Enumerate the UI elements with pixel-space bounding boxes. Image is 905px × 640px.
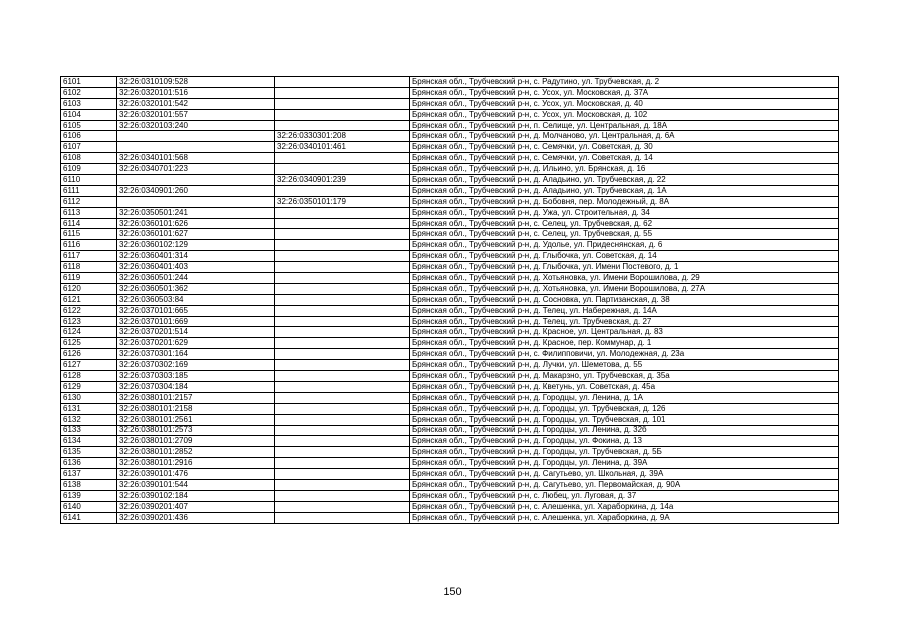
- address-cell: Брянская обл., Трубчевский р-н, с. Филипповичи, ул. Молодежная, д. 23а: [410, 349, 839, 360]
- row-number-cell: 6137: [61, 469, 117, 480]
- table-row: [61, 196, 839, 207]
- cadastral-number-cell: [117, 196, 275, 207]
- cadastral-number-alt-cell: [275, 273, 410, 284]
- cadastral-number-cell: 32:26:0340101:568: [117, 153, 275, 164]
- row-number-cell: 6116: [61, 240, 117, 251]
- row-number-cell: 6141: [61, 512, 117, 523]
- address-cell: Брянская обл., Трубчевский р-н, д. Ужа, ул. Строительная, д. 34: [410, 207, 839, 218]
- cadastral-number-cell: 32:26:0380101:2916: [117, 458, 275, 469]
- table-row: [61, 120, 839, 131]
- table-row: [61, 77, 839, 88]
- cadastral-number-cell: 32:26:0360503:84: [117, 294, 275, 305]
- cadastral-number-alt-cell: [275, 512, 410, 523]
- table-row: [61, 273, 839, 284]
- row-number-cell: 6109: [61, 164, 117, 175]
- cadastral-number-cell: 32:26:0380101:2852: [117, 447, 275, 458]
- cadastral-number-cell: 32:26:0380101:2573: [117, 425, 275, 436]
- table-row: [61, 381, 839, 392]
- address-cell: Брянская обл., Трубчевский р-н, д. Городцы, ул. Фокина, д. 13: [410, 436, 839, 447]
- cadastral-number-alt-cell: [275, 77, 410, 88]
- table-row: [61, 109, 839, 120]
- cadastral-number-alt-cell: [275, 381, 410, 392]
- cadastral-number-alt-cell: [275, 490, 410, 501]
- cadastral-number-alt-cell: [275, 262, 410, 273]
- table-row: [61, 436, 839, 447]
- address-cell: Брянская обл., Трубчевский р-н, д. Хотьяновка, ул. Имени Ворошилова, д. 27А: [410, 283, 839, 294]
- address-cell: Брянская обл., Трубчевский р-н, д. Сагутьево, ул. Школьная, д. 39А: [410, 469, 839, 480]
- cadastral-number-cell: 32:26:0390201:436: [117, 512, 275, 523]
- row-number-cell: 6106: [61, 131, 117, 142]
- row-number-cell: 6105: [61, 120, 117, 131]
- cadastral-number-alt-cell: [275, 425, 410, 436]
- row-number-cell: 6124: [61, 327, 117, 338]
- cadastral-number-cell: 32:26:0320101:516: [117, 87, 275, 98]
- address-cell: Брянская обл., Трубчевский р-н, д. Молчаново, ул. Центральная, д. 6А: [410, 131, 839, 142]
- cadastral-number-alt-cell: [275, 392, 410, 403]
- table-row: [61, 305, 839, 316]
- row-number-cell: 6130: [61, 392, 117, 403]
- cadastral-number-alt-cell: [275, 229, 410, 240]
- cadastral-number-cell: 32:26:0360501:244: [117, 273, 275, 284]
- cadastral-number-alt-cell: [275, 371, 410, 382]
- table-row: [61, 414, 839, 425]
- property-registry-table: [60, 76, 839, 524]
- table-row: [61, 371, 839, 382]
- page-number: 150: [443, 586, 462, 598]
- table-row: [61, 349, 839, 360]
- table-row: [61, 164, 839, 175]
- row-number-cell: 6134: [61, 436, 117, 447]
- cadastral-number-cell: 32:26:0370304:184: [117, 381, 275, 392]
- address-cell: Брянская обл., Трубчевский р-н, с. Усох, ул. Московская, д. 37А: [410, 87, 839, 98]
- table-row: [61, 142, 839, 153]
- cadastral-number-cell: 32:26:0340701:223: [117, 164, 275, 175]
- cadastral-number-cell: 32:26:0390201:407: [117, 501, 275, 512]
- cadastral-number-alt-cell: [275, 109, 410, 120]
- cadastral-number-alt-cell: [275, 98, 410, 109]
- address-cell: Брянская обл., Трубчевский р-н, с. Семячки, ул. Советская, д. 30: [410, 142, 839, 153]
- address-cell: Брянская обл., Трубчевский р-н, д. Аладьино, ул. Трубчевская, д. 1А: [410, 185, 839, 196]
- table-row: [61, 490, 839, 501]
- cadastral-number-cell: 32:26:0320101:542: [117, 98, 275, 109]
- address-cell: Брянская обл., Трубчевский р-н, д. Бобовня, пер. Молодежный, д. 8А: [410, 196, 839, 207]
- cadastral-number-cell: 32:26:0370303:185: [117, 371, 275, 382]
- row-number-cell: 6111: [61, 185, 117, 196]
- table-row: [61, 185, 839, 196]
- row-number-cell: 6115: [61, 229, 117, 240]
- cadastral-number-alt-cell: [275, 87, 410, 98]
- row-number-cell: 6131: [61, 403, 117, 414]
- address-cell: Брянская обл., Трубчевский р-н, д. Городцы, ул. Ленина, д. 1А: [410, 392, 839, 403]
- cadastral-number-alt-cell: [275, 403, 410, 414]
- cadastral-number-cell: 32:26:0370301:164: [117, 349, 275, 360]
- address-cell: Брянская обл., Трубчевский р-н, д. Макарзно, ул. Трубчевская, д. 35а: [410, 371, 839, 382]
- cadastral-number-alt-cell: [275, 207, 410, 218]
- cadastral-number-cell: 32:26:0390102:184: [117, 490, 275, 501]
- address-cell: Брянская обл., Трубчевский р-н, д. Телец, ул. Набережная, д. 14А: [410, 305, 839, 316]
- cadastral-number-alt-cell: [275, 414, 410, 425]
- table-row: [61, 207, 839, 218]
- address-cell: Брянская обл., Трубчевский р-н, с. Алешенка, ул. Хараборкина, д. 9А: [410, 512, 839, 523]
- cadastral-number-cell: [117, 142, 275, 153]
- row-number-cell: 6128: [61, 371, 117, 382]
- cadastral-number-cell: 32:26:0370101:665: [117, 305, 275, 316]
- table-row: [61, 360, 839, 371]
- cadastral-number-alt-cell: [275, 338, 410, 349]
- cadastral-number-alt-cell: [275, 294, 410, 305]
- cadastral-number-cell: 32:26:0320101:557: [117, 109, 275, 120]
- row-number-cell: 6101: [61, 77, 117, 88]
- cadastral-number-cell: 32:26:0360401:314: [117, 251, 275, 262]
- cadastral-number-cell: 32:26:0380101:2561: [117, 414, 275, 425]
- address-cell: Брянская обл., Трубчевский р-н, с. Семячки, ул. Советская, д. 14: [410, 153, 839, 164]
- cadastral-number-alt-cell: [275, 447, 410, 458]
- cadastral-number-cell: 32:26:0390101:544: [117, 479, 275, 490]
- table-row: [61, 87, 839, 98]
- row-number-cell: 6113: [61, 207, 117, 218]
- address-cell: Брянская обл., Трубчевский р-н, д. Городцы, ул. Трубчевская, д. 101: [410, 414, 839, 425]
- cadastral-number-cell: 32:26:0370201:514: [117, 327, 275, 338]
- cadastral-number-cell: 32:26:0320103:240: [117, 120, 275, 131]
- cadastral-number-cell: 32:26:0360401:403: [117, 262, 275, 273]
- cadastral-number-alt-cell: [275, 120, 410, 131]
- address-cell: Брянская обл., Трубчевский р-н, д. Красное, ул. Центральная, д. 83: [410, 327, 839, 338]
- cadastral-number-alt-cell: [275, 153, 410, 164]
- cadastral-number-cell: 32:26:0340901:260: [117, 185, 275, 196]
- row-number-cell: 6139: [61, 490, 117, 501]
- cadastral-number-alt-cell: 32:26:0350101:179: [275, 196, 410, 207]
- cadastral-number-alt-cell: [275, 283, 410, 294]
- table-row: [61, 98, 839, 109]
- row-number-cell: 6107: [61, 142, 117, 153]
- cadastral-number-alt-cell: [275, 349, 410, 360]
- cadastral-number-cell: 32:26:0370302:169: [117, 360, 275, 371]
- cadastral-number-alt-cell: [275, 316, 410, 327]
- cadastral-number-alt-cell: 32:26:0340901:239: [275, 175, 410, 186]
- cadastral-number-cell: 32:26:0380101:2709: [117, 436, 275, 447]
- table-row: [61, 392, 839, 403]
- address-cell: Брянская обл., Трубчевский р-н, д. Красное, пер. Коммунар, д. 1: [410, 338, 839, 349]
- cadastral-number-cell: 32:26:0360102:129: [117, 240, 275, 251]
- table-row: [61, 283, 839, 294]
- cadastral-number-cell: 32:26:0360101:627: [117, 229, 275, 240]
- table-row: [61, 469, 839, 480]
- row-number-cell: 6138: [61, 479, 117, 490]
- row-number-cell: 6127: [61, 360, 117, 371]
- address-cell: Брянская обл., Трубчевский р-н, с. Радутино, ул. Трубчевская, д. 2: [410, 77, 839, 88]
- row-number-cell: 6118: [61, 262, 117, 273]
- address-cell: Брянская обл., Трубчевский р-н, с. Алешенка, ул. Хараборкина, д. 14а: [410, 501, 839, 512]
- table-row: [61, 251, 839, 262]
- row-number-cell: 6132: [61, 414, 117, 425]
- row-number-cell: 6110: [61, 175, 117, 186]
- row-number-cell: 6140: [61, 501, 117, 512]
- address-cell: Брянская обл., Трубчевский р-н, с. Селец, ул. Трубчевская, д. 55: [410, 229, 839, 240]
- table-row: [61, 153, 839, 164]
- table-row: [61, 479, 839, 490]
- address-cell: Брянская обл., Трубчевский р-н, д. Сагутьево, ул. Первомайская, д. 90А: [410, 479, 839, 490]
- table-row: [61, 425, 839, 436]
- cadastral-number-alt-cell: 32:26:0340101:461: [275, 142, 410, 153]
- row-number-cell: 6133: [61, 425, 117, 436]
- cadastral-number-cell: 32:26:0380101:2158: [117, 403, 275, 414]
- table-row: [61, 240, 839, 251]
- address-cell: Брянская обл., Трубчевский р-н, д. Лучки, ул. Шеметова, д. 55: [410, 360, 839, 371]
- table-row: [61, 338, 839, 349]
- cadastral-number-cell: 32:26:0370101:669: [117, 316, 275, 327]
- registry-table-body: [61, 77, 839, 524]
- row-number-cell: 6114: [61, 218, 117, 229]
- row-number-cell: 6121: [61, 294, 117, 305]
- table-row: [61, 512, 839, 523]
- table-row: [61, 316, 839, 327]
- cadastral-number-cell: [117, 131, 275, 142]
- cadastral-number-alt-cell: [275, 436, 410, 447]
- row-number-cell: 6117: [61, 251, 117, 262]
- address-cell: Брянская обл., Трубчевский р-н, с. Усох, ул. Московская, д. 40: [410, 98, 839, 109]
- cadastral-number-cell: 32:26:0350501:241: [117, 207, 275, 218]
- address-cell: Брянская обл., Трубчевский р-н, с. Любец, ул. Луговая, д. 37: [410, 490, 839, 501]
- row-number-cell: 6136: [61, 458, 117, 469]
- row-number-cell: 6119: [61, 273, 117, 284]
- address-cell: Брянская обл., Трубчевский р-н, д. Телец, ул. Трубчевская, д. 27: [410, 316, 839, 327]
- table-row: [61, 501, 839, 512]
- address-cell: Брянская обл., Трубчевский р-н, д. Аладьино, ул. Трубчевская, д. 22: [410, 175, 839, 186]
- row-number-cell: 6103: [61, 98, 117, 109]
- address-cell: Брянская обл., Трубчевский р-н, д. Городцы, ул. Ленина, д. 39А: [410, 458, 839, 469]
- row-number-cell: 6102: [61, 87, 117, 98]
- cadastral-number-cell: 32:26:0380101:2157: [117, 392, 275, 403]
- cadastral-number-alt-cell: 32:26:0330301:208: [275, 131, 410, 142]
- cadastral-number-cell: 32:26:0310109:528: [117, 77, 275, 88]
- address-cell: Брянская обл., Трубчевский р-н, д. Ильино, ул. Брянская, д. 16: [410, 164, 839, 175]
- row-number-cell: 6135: [61, 447, 117, 458]
- row-number-cell: 6122: [61, 305, 117, 316]
- address-cell: Брянская обл., Трубчевский р-н, с. Усох, ул. Московская, д. 102: [410, 109, 839, 120]
- cadastral-number-alt-cell: [275, 360, 410, 371]
- row-number-cell: 6112: [61, 196, 117, 207]
- cadastral-number-alt-cell: [275, 185, 410, 196]
- address-cell: Брянская обл., Трубчевский р-н, д. Глыбочка, ул. Имени Постевого, д. 1: [410, 262, 839, 273]
- property-registry-sheet: [60, 76, 838, 524]
- row-number-cell: 6125: [61, 338, 117, 349]
- row-number-cell: 6123: [61, 316, 117, 327]
- cadastral-number-alt-cell: [275, 469, 410, 480]
- address-cell: Брянская обл., Трубчевский р-н, д. Хотьяновка, ул. Имени Ворошилова, д. 29: [410, 273, 839, 284]
- cadastral-number-cell: 32:26:0370201:629: [117, 338, 275, 349]
- address-cell: Брянская обл., Трубчевский р-н, д. Удолье, ул. Придеснянская, д. 6: [410, 240, 839, 251]
- table-row: [61, 229, 839, 240]
- address-cell: Брянская обл., Трубчевский р-н, д. Кветунь, ул. Советская, д. 45а: [410, 381, 839, 392]
- cadastral-number-alt-cell: [275, 164, 410, 175]
- row-number-cell: 6108: [61, 153, 117, 164]
- cadastral-number-cell: 32:26:0390101:476: [117, 469, 275, 480]
- table-row: [61, 175, 839, 186]
- cadastral-number-cell: [117, 175, 275, 186]
- table-row: [61, 294, 839, 305]
- cadastral-number-alt-cell: [275, 327, 410, 338]
- row-number-cell: 6126: [61, 349, 117, 360]
- cadastral-number-alt-cell: [275, 240, 410, 251]
- address-cell: Брянская обл., Трубчевский р-н, д. Глыбочка, ул. Советская, д. 14: [410, 251, 839, 262]
- row-number-cell: 6129: [61, 381, 117, 392]
- cadastral-number-cell: 32:26:0360101:626: [117, 218, 275, 229]
- cadastral-number-alt-cell: [275, 218, 410, 229]
- table-row: [61, 262, 839, 273]
- table-row: [61, 447, 839, 458]
- address-cell: Брянская обл., Трубчевский р-н, д. Сосновка, ул. Партизанская, д. 38: [410, 294, 839, 305]
- table-row: [61, 218, 839, 229]
- table-row: [61, 327, 839, 338]
- address-cell: Брянская обл., Трубчевский р-н, д. Городцы, ул. Трубчевская, д. 5Б: [410, 447, 839, 458]
- address-cell: Брянская обл., Трубчевский р-н, д. Городцы, ул. Трубчевская, д. 126: [410, 403, 839, 414]
- address-cell: Брянская обл., Трубчевский р-н, с. Селец, ул. Трубчевская, д. 62: [410, 218, 839, 229]
- cadastral-number-alt-cell: [275, 305, 410, 316]
- address-cell: Брянская обл., Трубчевский р-н, п. Селище, ул. Центральная, д. 18А: [410, 120, 839, 131]
- table-row: [61, 458, 839, 469]
- row-number-cell: 6104: [61, 109, 117, 120]
- table-row: [61, 403, 839, 414]
- cadastral-number-alt-cell: [275, 501, 410, 512]
- cadastral-number-alt-cell: [275, 479, 410, 490]
- cadastral-number-alt-cell: [275, 458, 410, 469]
- row-number-cell: 6120: [61, 283, 117, 294]
- cadastral-number-cell: 32:26:0360501:362: [117, 283, 275, 294]
- address-cell: Брянская обл., Трубчевский р-н, д. Городцы, ул. Ленина, д. 32б: [410, 425, 839, 436]
- table-row: [61, 131, 839, 142]
- cadastral-number-alt-cell: [275, 251, 410, 262]
